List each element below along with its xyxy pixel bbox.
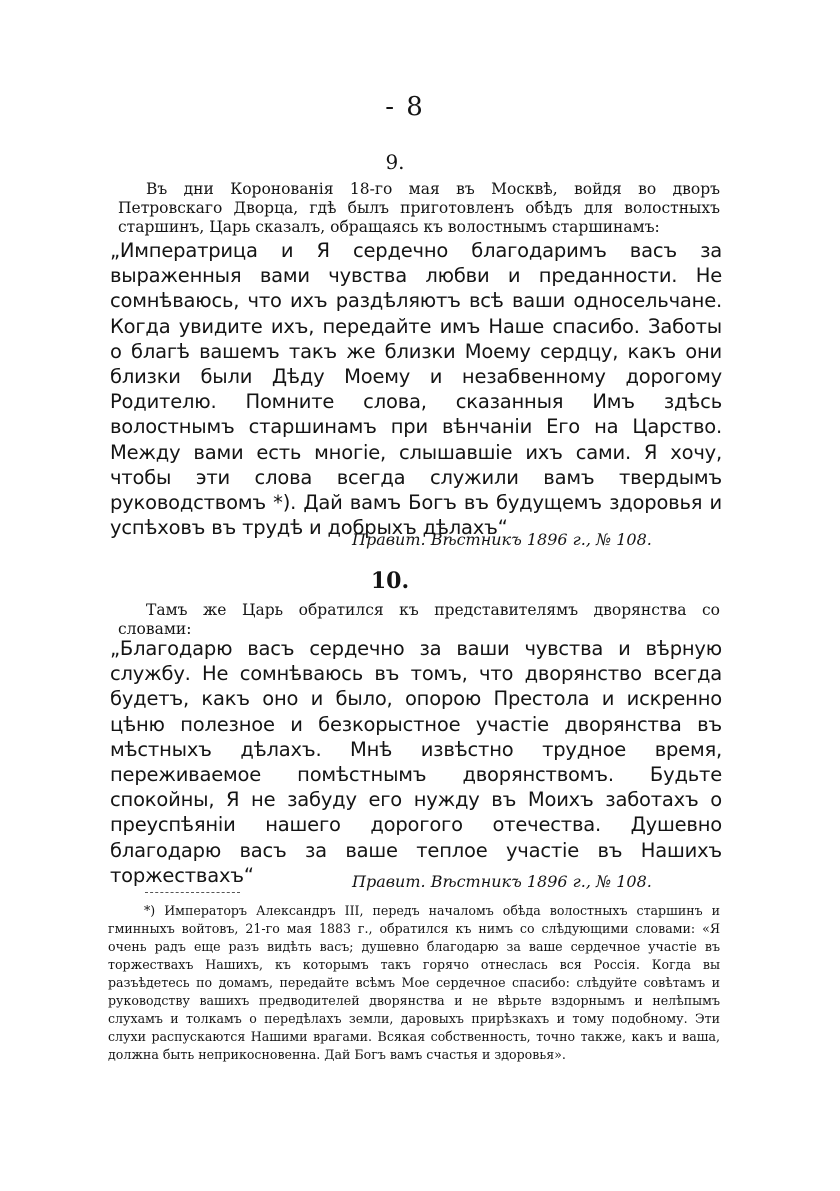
footnote-divider bbox=[145, 892, 240, 893]
section-9-speech: „Императрица и Я сердечно благодаримъ васъ за выраженныя вами чувства любви и преданности. Не сомнѣваюсь, что ихъ раздѣляютъ всѣ ваши односельчане. Когда увидите ихъ, передайте имъ Наше спасибо. Заботы о благѣ вашемъ такъ же близки Моему сердцу, какъ они близки были Дѣду Моему и незабвенному дорогому Родителю. Помните слова, сказанныя Имъ здѣсь волостнымъ старшинамъ при вѣнчаніи Его на Царство. Между вами есть многіе, слышавшіе ихъ сами. Я хочу, чтобы эти слова всегда служили вамъ твердымъ руководствомъ *). Дай вамъ Богъ въ будущемъ здоровья и успѣховъ въ трудѣ и добрыхъ дѣлахъ“ bbox=[110, 239, 722, 540]
section-10-speech: „Благодарю васъ сердечно за ваши чувства и вѣрную службу. Не сомнѣваюсь въ томъ, что дворянство всегда будетъ, какъ оно и было, опорою Престола и искренно цѣню полезное и безкорыстное участіе дворянства въ мѣстныхъ дѣлахъ. Мнѣ извѣстно трудное время, переживаемое помѣстнымъ дворянствомъ. Будьте спокойны, Я не забуду его нужду въ Моихъ заботахъ о преуспѣяніи нашего дорогого отечества. Душевно благодарю васъ за ваше теплое участіе въ Нашихъ торжествахъ“ bbox=[110, 637, 722, 887]
footnote: *) Императоръ Александръ III, передъ началомъ обѣда волостныхъ старшинъ и гминныхъ войтовъ, 21-го мая 1883 г., обратился къ нимъ со слѣдующими словами: «Я очень радъ еще разъ видѣть васъ; душевно благодарю за ваше сердечное участіе въ торжествахъ Нашихъ, къ которымъ такъ горячо отнеслась вся Россія. Когда вы разъѣдетесь по домамъ, передайте всѣмъ Мое сердечное спасибо: слѣдуйте совѣтамъ и руководству вашихъ предводителей дворянства и не вѣрьте вздорнымъ и нелѣпымъ слухамъ и толкамъ о передѣлахъ земли, даровыхъ прирѣзкахъ и тому подобному. Эти слухи распускаются Нашими врагами. Всякая собственность, точно также, какъ и ваша, должна быть неприкосновенна. Дай Богъ вамъ счастья и здоровья». bbox=[108, 903, 720, 1062]
section-10-source: Правит. Вѣстникъ 1896 г., № 108. bbox=[352, 872, 652, 891]
section-9-intro: Въ дни Коронованія 18-го мая въ Москвѣ, войдя во дворъ Петровскаго Дворца, гдѣ былъ приготовленъ обѣдъ для волостныхъ старшинъ, Царь сказалъ, обращаясь къ волостнымъ старшинамъ: bbox=[118, 180, 720, 236]
section-10-intro: Тамъ же Царь обратился къ представителямъ дворянства со словами: bbox=[118, 601, 720, 638]
section-number-9: 9. bbox=[385, 150, 405, 174]
section-number-10: 10. bbox=[370, 568, 410, 594]
page-number: - 8 bbox=[385, 92, 425, 122]
section-9-source: Правит. Вѣстникъ 1896 г., № 108. bbox=[352, 530, 652, 549]
